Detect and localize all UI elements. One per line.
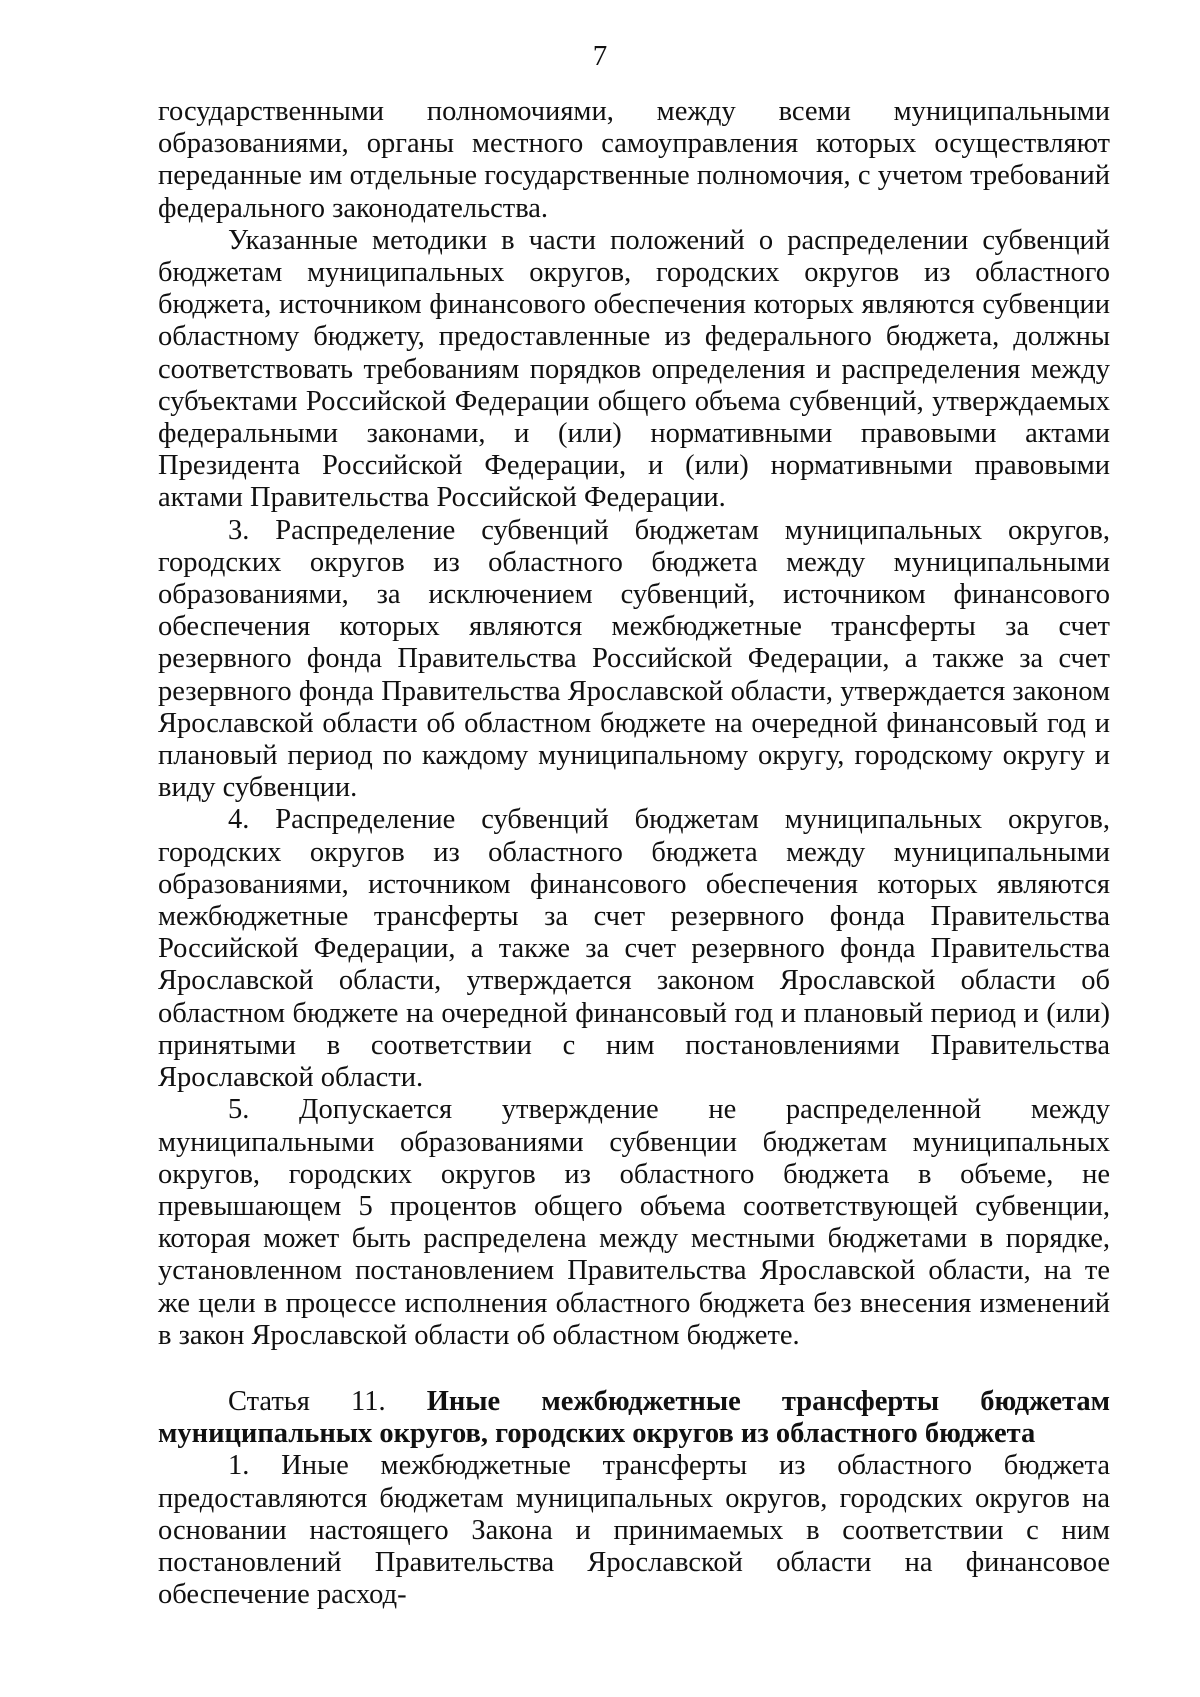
page-number: 7 [592, 40, 608, 72]
article-heading [158, 1386, 1110, 1450]
paragraph-continuation: государственными полномочиями, между всеми муниципальными образованиями, органы местного самоуправления которых осуществляют переданные им отдельные государственные полномочия, с учетом требований федерального законодательства. [158, 96, 1110, 224]
article-label: Статья 11. [228, 1385, 427, 1417]
document-body [158, 96, 1110, 1611]
paragraph-item-4: 4. Распределение субвенций бюджетам муниципальных округов, городских округов из областного бюджета между муниципальными образованиями, источником финансового обеспечения которых являются межбюджетные трансферты за счет резервного фонда Правительства Российской Федерации, а также за счет резервного фонда Правительства Ярославской области, утверждается законом Ярославской области об областном бюджете на очередной финансовый год и плановый период и (или) принятыми в соответствии с ним постановлениями Правительства Ярославской области. [158, 804, 1110, 1094]
paragraph-methods: Указанные методики в части положений о распределении субвенций бюджетам муниципальных округов, городских округов из областного бюджета, источником финансового обеспечения которых являются субвенции областному бюджету, предоставленные из федерального бюджета, должны соответствовать требованиям порядков определения и распределения между субъектами Российской Федерации общего объема субвенций, утверждаемых федеральными законами, и (или) нормативными правовыми актами Президента Российской Федерации, и (или) нормативными правовыми актами Правительства Российской Федерации. [158, 224, 1110, 514]
paragraph-item-3: 3. Распределение субвенций бюджетам муниципальных округов, городских округов из областного бюджета между муниципальными образованиями, за исключением субвенций, источником финансового обеспечения которых являются межбюджетные трансферты за счет резервного фонда Правительства Российской Федерации, а также за счет резервного фонда Правительства Ярославской области, утверждается законом Ярославской области об областном бюджете на очередной финансовый год и плановый период по каждому муниципальному округу, городскому округу и виду субвенции. [158, 514, 1110, 804]
paragraph-article-11-item-1: 1. Иные межбюджетные трансферты из областного бюджета предоставляются бюджетам муниципальных округов, городских округов на основании настоящего Закона и принимаемых в соответствии с ним постановлений Правительства Ярославской области на финансовое обеспечение расход- [158, 1450, 1110, 1611]
article-title: Иные межбюджетные трансферты бюджетам муниципальных округов, городских округов из областного бюджета [158, 1385, 1110, 1450]
paragraph-item-5: 5. Допускается утверждение не распределенной между муниципальными образованиями субвенции бюджетам муниципальных округов, городских округов из областного бюджета в объеме, не превышающем 5 процентов общего объема соответствующей субвенции, которая может быть распределена между местными бюджетами в порядке, установленном постановлением Правительства Ярославской области, на те же цели в процессе исполнения областного бюджета без внесения изменений в закон Ярославской области об областном бюджете. [158, 1094, 1110, 1351]
